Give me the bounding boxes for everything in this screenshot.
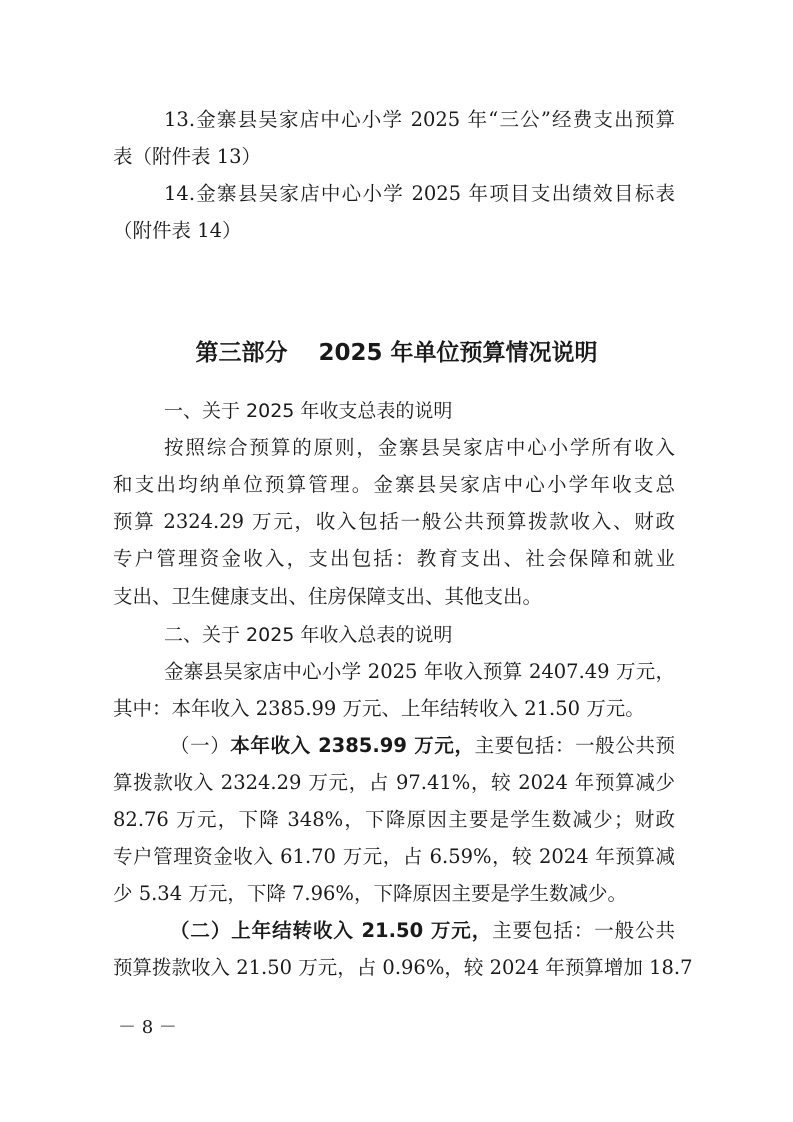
section-1-line-4: 专户管理资金收入，支出包括：教育支出、社会保障和就业 xyxy=(113,547,675,570)
section-1-line-1: 按照综合预算的原则，金寨县吴家店中心小学所有收入 xyxy=(164,436,675,459)
income-current-year-line-5: 少 5.34 万元，下降 7.96%，下降原因主要是学生数减少。 xyxy=(113,882,627,905)
section-2-line-1: 金寨县吴家店中心小学 2025 年收入预算 2407.49 万元， xyxy=(164,660,675,683)
part-title: 第三部分 2025 年单位预算情况说明 xyxy=(195,340,598,366)
income-current-year-line-3: 82.76 万元，下降 348%，下降原因主要是学生数减少；财政 xyxy=(113,808,675,831)
income-carryover-bold: （二）上年结转收入 21.50 万元， xyxy=(170,919,493,942)
income-carryover-line-2: 预算拨款收入 21.50 万元，占 0.96%，较 2024 年预算增加 18.7 xyxy=(113,956,693,979)
section-1-heading: 一、关于 2025 年收支总表的说明 xyxy=(164,400,453,422)
income-carryover-line-1 xyxy=(170,914,675,948)
income-carryover-rest: 主要包括：一般公共 xyxy=(492,919,675,942)
income-current-year-line-1 xyxy=(170,729,675,763)
section-1-line-3: 预算 2324.29 万元，收入包括一般公共预算拨款收入、财政 xyxy=(113,510,675,533)
income-current-year-bold: 本年收入 2385.99 万元， xyxy=(230,734,475,757)
income-current-year-rest: 主要包括：一般公共预 xyxy=(474,734,675,757)
list-item-13-line-1: 13.金寨县吴家店中心小学 2025 年“三公”经费支出预算 xyxy=(164,108,675,131)
list-item-13-line-2: 表（附件表 13） xyxy=(113,145,262,168)
page-number: － 8 － xyxy=(118,1017,177,1038)
list-item-14-line-1: 14.金寨县吴家店中心小学 2025 年项目支出绩效目标表 xyxy=(164,182,675,205)
section-1-line-5: 支出、卫生健康支出、住房保障支出、其他支出。 xyxy=(113,585,543,608)
income-current-year-line-4: 专户管理资金收入 61.70 万元，占 6.59%，较 2024 年预算减 xyxy=(113,845,675,868)
section-2-line-2: 其中：本年收入 2385.99 万元、上年结转收入 21.50 万元。 xyxy=(113,697,645,720)
list-item-14-line-2: （附件表 14） xyxy=(113,219,242,242)
income-current-year-line-2: 算拨款收入 2324.29 万元，占 97.41%，较 2024 年预算减少 xyxy=(113,771,675,794)
section-1-line-2: 和支出均纳单位预算管理。金寨县吴家店中心小学年收支总 xyxy=(113,473,675,496)
income-current-year-prefix: （一） xyxy=(170,734,231,757)
section-2-heading: 二、关于 2025 年收入总表的说明 xyxy=(164,624,453,646)
